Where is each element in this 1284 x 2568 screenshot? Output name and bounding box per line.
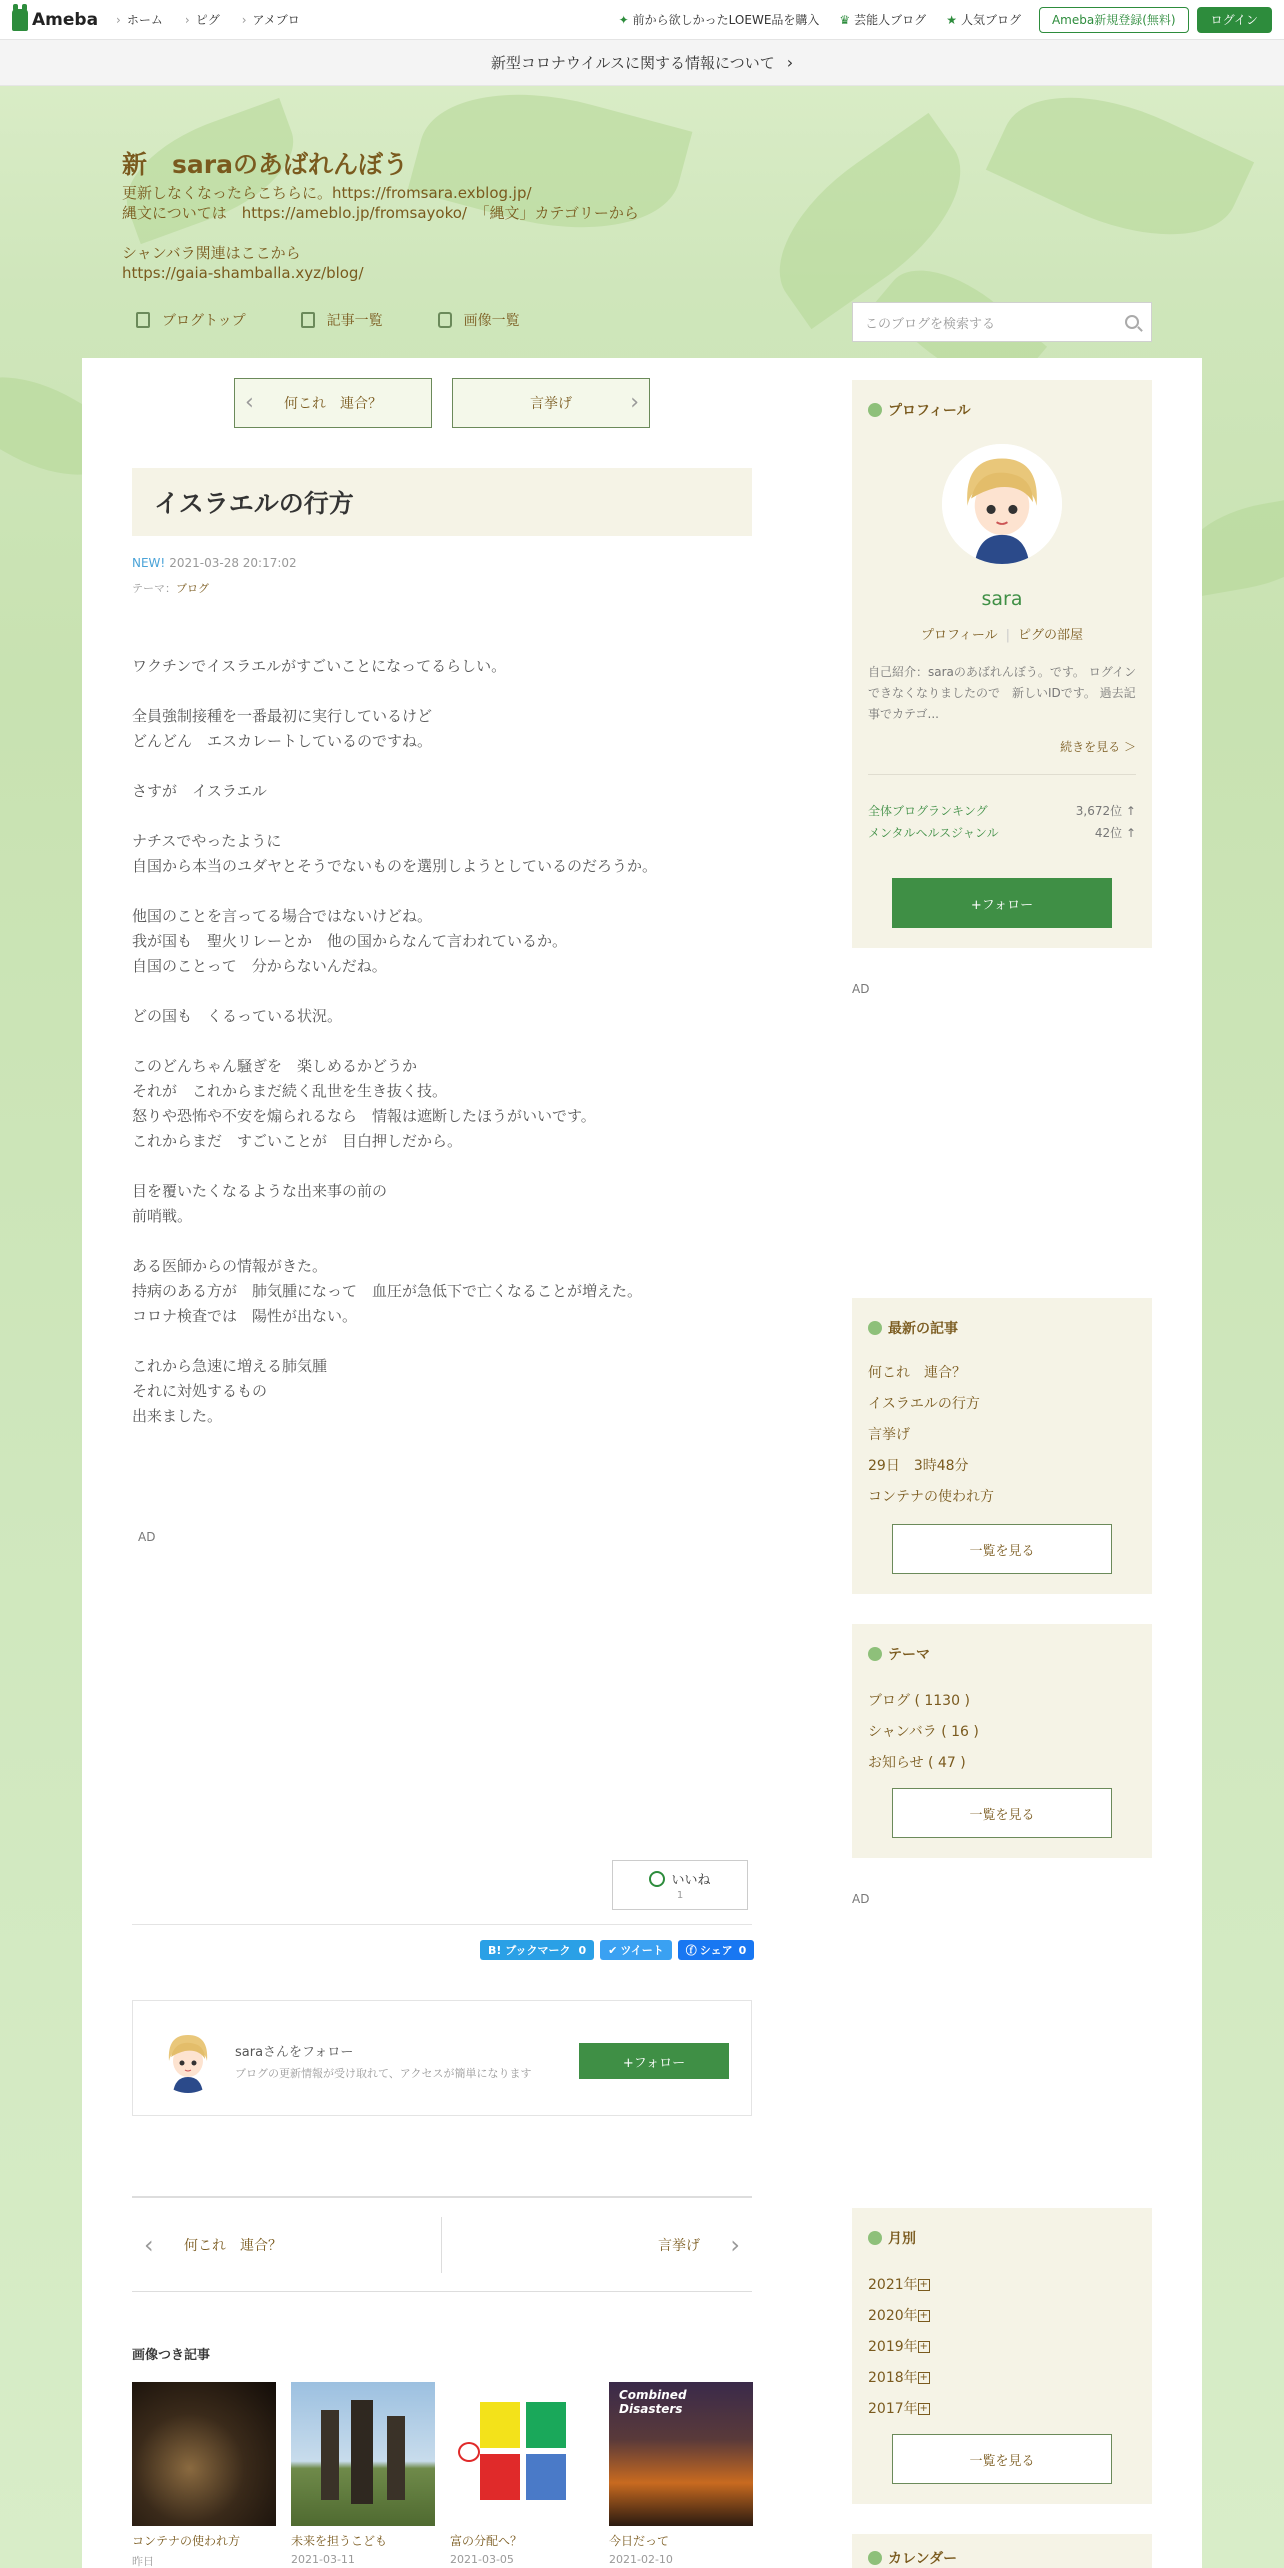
leaf-icon	[868, 2551, 882, 2565]
ameba-mark-icon	[12, 9, 28, 31]
image-article-date: 2021-03-11	[291, 2553, 355, 2566]
image-article-caption: コンテナの使われ方	[132, 2534, 241, 2548]
recent-articles-panel	[852, 1298, 1152, 1594]
leaf-icon	[868, 1647, 882, 1661]
article-meta	[132, 556, 297, 570]
theme-heading	[868, 1644, 930, 1664]
logo-text: Ameba	[32, 9, 99, 30]
hatena-label: B! ブックマーク	[488, 1944, 571, 1957]
nav-pigg[interactable]: › ピグ	[185, 11, 220, 28]
monthly-heading	[868, 2228, 916, 2248]
leaf-icon	[868, 1321, 882, 1335]
thumbnail-image	[609, 2382, 753, 2526]
facebook-icon: ⓕ	[685, 1944, 697, 1957]
login-button[interactable]: ログイン	[1197, 7, 1272, 33]
nav-ameblo[interactable]: › アメブロ	[242, 11, 300, 28]
avatar-illustration	[155, 2027, 221, 2093]
thumbnail-image	[291, 2382, 435, 2526]
theme-link[interactable]: シャンバラ ( 16 )	[868, 1724, 979, 1740]
divider	[132, 1924, 752, 1925]
crown-icon: ♛	[839, 12, 851, 27]
document-icon	[136, 312, 150, 328]
sidebar-ad-label: AD	[852, 1892, 870, 1906]
recent-article-link[interactable]: コンテナの使われ方	[868, 1489, 994, 1505]
article-body: ワクチンでイスラエルがすごいことになってるらしい。 全員強制接種を一番最初に実行しているけど どんどん エスカレートしているのですね。 さすが イスラエル ナチスでやったように 自国から本当のユダヤとそうでないものを選別しようとしているのだろうか。 他国のことを言ってる場合ではないけどね。 我が国も 聖火リレーとか 他の国からなんて言われているか。 自国のことって 分からないんだね。 どの国も くるっている状況。 このどんちゃん騒ぎを 楽しめるかどうか それが これからまだ続く乱世を生き抜く技。 怒りや恐怖や不安を煽られるなら 情報は遮断したほうがいいです。 これからまだ すごいことが 目白押しだから。 目を覆いたくなるような出来事の前の 前哨戦。 ある医師からの情報がきた。 持病のある方が 肺気腫になって 血圧が急低下で亡くなることが増えた。 コロナ検査では 陽性が出ない。 これから急速に増える肺気腫 それに対処するもの 出来ました。	[132, 657, 658, 1425]
leaf-decoration	[986, 86, 1254, 271]
follow-description: ブログの更新情報が受け取れて、アクセスが簡単になります	[235, 2067, 532, 2080]
next-label: 言挙げ	[658, 2237, 700, 2254]
follow-title: saraさんをフォロー	[235, 2045, 354, 2060]
heading-text: テーマ	[888, 1647, 930, 1663]
divider	[868, 774, 1136, 775]
calendar-panel	[852, 2534, 1152, 2568]
search-icon[interactable]	[1125, 315, 1139, 329]
new-badge: NEW!	[132, 556, 166, 570]
thumbnail-title: Combined Disasters	[619, 2388, 687, 2416]
recent-article-link[interactable]: 29日 3時48分	[868, 1458, 969, 1474]
image-article-item[interactable]	[132, 2382, 276, 2568]
follow-box	[132, 2000, 752, 2116]
like-button[interactable]	[612, 1860, 748, 1910]
search-placeholder: このブログを検索する	[865, 316, 996, 332]
article-pager-top	[234, 378, 670, 428]
article-pager-bottom	[132, 2196, 752, 2292]
celebrity-blog-label: 芸能人ブログ	[854, 13, 927, 27]
profile-heading	[868, 400, 971, 420]
tab-label: 記事一覧	[326, 313, 383, 329]
ranking-value: 3,672位 ↑	[1075, 804, 1136, 818]
monthly-view-all-button[interactable]: 一覧を見る	[892, 2434, 1112, 2484]
image-article-date: 2021-03-05	[450, 2553, 514, 2566]
recent-article-link[interactable]: 何これ 連合？	[868, 1365, 966, 1381]
month-archive-2021[interactable]	[868, 2274, 930, 2294]
next-article-link[interactable]	[442, 2217, 752, 2273]
like-label: いいね	[671, 1873, 711, 1888]
read-more-link[interactable]: 続きを見る ＞	[1060, 740, 1136, 754]
image-article-item[interactable]	[291, 2382, 435, 2568]
year-label: 2019年	[868, 2339, 918, 2355]
month-archive-2019[interactable]	[868, 2336, 930, 2356]
image-articles-heading: 画像つき記事	[132, 2348, 211, 2363]
prev-label: 何これ 連合？	[284, 396, 382, 412]
global-nav	[116, 11, 322, 28]
recent-article-link[interactable]: イスラエルの行方	[868, 1396, 980, 1412]
tab-label: ブログトップ	[162, 313, 246, 329]
notice-text: 新型コロナウイルスに関する情報について	[490, 54, 775, 72]
article-datetime: 2021-03-28 20:17:02	[169, 556, 297, 570]
covid-notice-link[interactable]	[0, 40, 1284, 86]
tab-label: 画像一覧	[463, 313, 520, 329]
twitter-bird-icon: ✔	[608, 1943, 618, 1957]
popular-blog-link[interactable]	[946, 11, 1021, 28]
calendar-heading	[868, 2548, 957, 2568]
blog-description: 更新しなくなったらこちらに。https://fromsara.exblog.jp/ 縄文については https://ameblo.jp/fromsayoko/ 「縄文」カテゴリーから シャンバラ関連はここから https://gaia-shamballa.xyz/blog/	[122, 184, 639, 282]
blog-tabs	[136, 310, 575, 330]
like-count: 1	[676, 1890, 684, 1901]
ranking-overall[interactable]	[868, 802, 1136, 819]
star-icon: ★	[946, 12, 957, 27]
chevron-left-icon: ‹	[245, 390, 254, 415]
theme-panel	[852, 1624, 1152, 1858]
top-bar	[0, 0, 1284, 40]
tab-blog-top[interactable]	[136, 310, 246, 330]
monthly-panel	[852, 2208, 1152, 2504]
month-archive-2017[interactable]	[868, 2398, 930, 2418]
year-label: 2017年	[868, 2401, 918, 2417]
chevron-right-icon: ›	[786, 53, 794, 72]
leaf-icon	[868, 403, 882, 417]
chevron-right-icon: ›	[630, 390, 639, 415]
theme-link[interactable]: お知らせ ( 47 )	[868, 1755, 966, 1771]
ameba-logo[interactable]	[12, 9, 98, 31]
pigg-room-link[interactable]: ピグの部屋	[1018, 628, 1084, 643]
theme-link[interactable]: ブログ	[176, 582, 209, 595]
expand-plus-icon[interactable]: +	[919, 2310, 928, 2321]
prev-label: 何これ 連合？	[184, 2237, 282, 2254]
avatar-illustration	[942, 444, 1062, 564]
theme-view-all-button[interactable]: 一覧を見る	[892, 1788, 1112, 1838]
fb-count: 0	[738, 1943, 747, 1957]
image-article-caption: 富の分配へ？	[450, 2534, 523, 2548]
expand-plus-icon[interactable]: +	[919, 2403, 928, 2414]
register-button[interactable]: Ameba新規登録(無料)	[1039, 7, 1189, 33]
popular-blog-label: 人気ブログ	[960, 13, 1021, 27]
celebrity-blog-link[interactable]	[839, 11, 926, 28]
blog-title[interactable]: 新 saraのあばれんぼう	[122, 150, 408, 179]
fb-label: シェア	[699, 1944, 733, 1957]
image-article-caption: 今日だって	[609, 2534, 670, 2548]
nav-home[interactable]: › ホーム	[116, 11, 163, 28]
ranking-genre[interactable]	[868, 824, 1136, 841]
theme-link[interactable]: ブログ ( 1130 )	[868, 1693, 970, 1709]
year-label: 2021年	[868, 2277, 918, 2293]
article-theme	[132, 580, 209, 596]
profile-links: プロフィール | ピグの部屋	[920, 628, 1084, 643]
leaf-icon	[868, 2231, 882, 2245]
recent-article-link[interactable]: 言挙げ	[868, 1427, 910, 1443]
theme-label: テーマ：	[132, 582, 176, 595]
follow-button[interactable]: +フォロー	[579, 2043, 729, 2079]
ad-label: AD	[138, 1530, 156, 1544]
expand-plus-icon[interactable]: +	[919, 2341, 928, 2352]
thumbnail-image	[450, 2382, 594, 2526]
heading-text: 最新の記事	[888, 1321, 958, 1337]
tweet-label: ツイート	[620, 1944, 664, 1957]
sparkle-icon: ✦	[618, 12, 629, 27]
ranking-value: 42位 ↑	[1094, 826, 1136, 840]
right-nav	[599, 7, 1284, 33]
profile-intro: 自己紹介：saraのあばれんぼう。です。 ログインできなくなりましたので 新しいIDです。 過去記事でカテゴ...	[868, 665, 1137, 721]
profile-panel	[852, 380, 1152, 948]
heading-text: カレンダー	[888, 2551, 958, 2567]
hatena-count: 0	[578, 1943, 587, 1957]
prev-article-button[interactable]	[234, 378, 432, 428]
image-article-item[interactable]	[450, 2382, 594, 2568]
promo-link[interactable]	[619, 11, 820, 28]
prev-article-link[interactable]	[132, 2217, 442, 2273]
image-article-item[interactable]	[609, 2382, 753, 2568]
image-article-date: 昨日	[132, 2555, 154, 2568]
camera-icon	[438, 312, 452, 328]
tab-article-list[interactable]	[301, 310, 383, 330]
share-buttons	[474, 1940, 754, 1960]
image-article-caption: 未来を担うこども	[291, 2534, 388, 2548]
expand-plus-icon[interactable]: +	[919, 2372, 928, 2383]
profile-name[interactable]: sara	[981, 588, 1023, 610]
hatena-bookmark-button[interactable]	[480, 1940, 594, 1960]
facebook-share-button[interactable]	[678, 1940, 754, 1960]
heading-text: 月別	[888, 2231, 916, 2247]
year-label: 2018年	[868, 2370, 918, 2386]
blog-search-input[interactable]	[852, 302, 1152, 342]
thumbnail-image	[132, 2382, 276, 2526]
profile-avatar[interactable]	[942, 444, 1062, 564]
tab-image-list[interactable]	[438, 310, 520, 330]
tweet-button[interactable]	[600, 1940, 672, 1960]
smile-icon	[649, 1871, 665, 1887]
copy-icon	[301, 312, 315, 328]
profile-link[interactable]: プロフィール	[920, 628, 998, 643]
heading-text: プロフィール	[888, 403, 971, 419]
sidebar-ad-label: AD	[852, 982, 870, 996]
next-article-button[interactable]	[452, 378, 650, 428]
ranking-label: 全体ブログランキング	[868, 804, 988, 818]
chevron-right-icon: ›	[730, 2230, 740, 2259]
recent-view-all-button[interactable]: 一覧を見る	[892, 1524, 1112, 1574]
article-title[interactable]: イスラエルの行方	[132, 468, 752, 536]
next-label: 言挙げ	[530, 396, 572, 412]
image-article-date: 2021-02-10	[609, 2553, 673, 2566]
recent-heading	[868, 1318, 958, 1338]
chevron-left-icon: ‹	[144, 2230, 154, 2259]
avatar[interactable]	[155, 2027, 221, 2093]
month-archive-2020[interactable]	[868, 2305, 930, 2325]
year-label: 2020年	[868, 2308, 918, 2324]
sidebar-follow-button[interactable]: +フォロー	[892, 878, 1112, 928]
promo-label: 前から欲しかったLOEWE品を購入	[632, 13, 820, 27]
month-archive-2018[interactable]	[868, 2367, 930, 2387]
image-articles-list	[132, 2382, 768, 2568]
expand-plus-icon[interactable]: +	[919, 2279, 928, 2290]
ranking-label: メンタルヘルスジャンル	[868, 826, 999, 840]
